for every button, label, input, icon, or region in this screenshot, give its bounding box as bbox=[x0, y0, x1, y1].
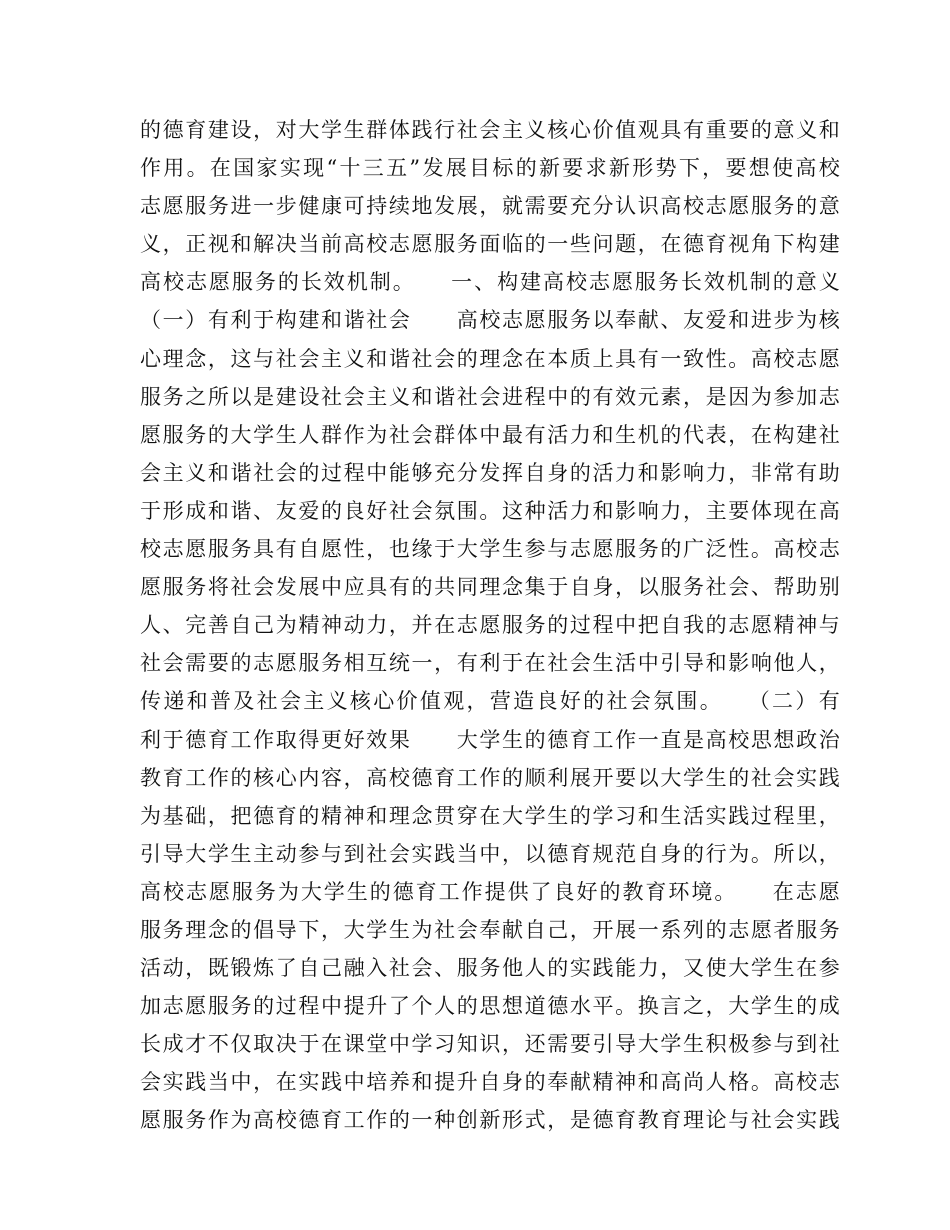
text-line-13: 愿服务将社会发展中应具有的共同理念集于自身，以服务社会、帮助别 bbox=[140, 575, 840, 600]
text-line-26: 会实践当中，在实践中培养和提升自身的奉献精神和高尚人格。高校志 bbox=[140, 1070, 840, 1095]
body-text bbox=[140, 111, 840, 1140]
text-line-22: 服务理念的倡导下，大学生为社会奉献自己，开展一系列的志愿者服务 bbox=[140, 917, 840, 942]
text-line-25: 长成才不仅取决于在课堂中学习知识，还需要引导大学生积极参与到社 bbox=[140, 1032, 840, 1057]
text-line-2: 作用。在国家实现“十三五”发展目标的新要求新形势下，要想使高校 bbox=[140, 156, 840, 181]
text-line-20: 引导大学生主动参与到社会实践当中，以德育规范自身的行为。所以， bbox=[140, 841, 840, 866]
text-line-7: 心理念，这与社会主义和谐社会的理念在本质上具有一致性。高校志愿 bbox=[140, 346, 840, 371]
text-line-23: 活动，既锻炼了自己融入社会、服务他人的实践能力，又使大学生在参 bbox=[140, 956, 840, 981]
text-line-14: 人、完善自己为精神动力，并在志愿服务的过程中把自我的志愿精神与 bbox=[140, 613, 840, 638]
text-line-27: 愿服务作为高校德育工作的一种创新形式，是德育教育理论与社会实践 bbox=[140, 1108, 840, 1133]
text-line-8: 服务之所以是建设社会主义和谐社会进程中的有效元素，是因为参加志 bbox=[140, 384, 840, 409]
text-line-3: 志愿服务进一步健康可持续地发展，就需要充分认识高校志愿服务的意 bbox=[140, 194, 840, 219]
text-line-1: 的德育建设，对大学生群体践行社会主义核心价值观具有重要的意义和 bbox=[140, 118, 840, 142]
text-line-17: 利于德育工作取得更好效果 大学生的德育工作一直是高校思想政治 bbox=[140, 727, 840, 752]
text-line-15: 社会需要的志愿服务相互统一，有利于在社会生活中引导和影响他人， bbox=[140, 651, 840, 676]
text-line-21: 高校志愿服务为大学生的德育工作提供了良好的教育环境。 在志愿 bbox=[140, 879, 840, 904]
text-line-4: 义，正视和解决当前高校志愿服务面临的一些问题，在德育视角下构建 bbox=[140, 232, 840, 257]
text-line-11: 于形成和谐、友爱的良好社会氛围。这种活力和影响力，主要体现在高 bbox=[140, 498, 840, 523]
text-line-9: 愿服务的大学生人群作为社会群体中最有活力和生机的代表，在构建社 bbox=[140, 422, 840, 447]
text-line-19: 为基础，把德育的精神和理念贯穿在大学生的学习和生活实践过程里， bbox=[140, 803, 840, 828]
text-line-24: 加志愿服务的过程中提升了个人的思想道德水平。换言之，大学生的成 bbox=[140, 994, 840, 1019]
text-line-10: 会主义和谐社会的过程中能够充分发挥自身的活力和影响力，非常有助 bbox=[140, 460, 840, 485]
text-line-18: 教育工作的核心内容，高校德育工作的顺利展开要以大学生的社会实践 bbox=[140, 765, 840, 790]
text-line-5: 高校志愿服务的长效机制。 一、构建高校志愿服务长效机制的意义 bbox=[140, 270, 840, 295]
text-line-16: 传递和普及社会主义核心价值观，营造良好的社会氛围。 （二）有 bbox=[140, 689, 840, 714]
text-line-6: （一）有利于构建和谐社会 高校志愿服务以奉献、友爱和进步为核 bbox=[140, 308, 840, 333]
text-line-12: 校志愿服务具有自愿性，也缘于大学生参与志愿服务的广泛性。高校志 bbox=[140, 537, 840, 562]
